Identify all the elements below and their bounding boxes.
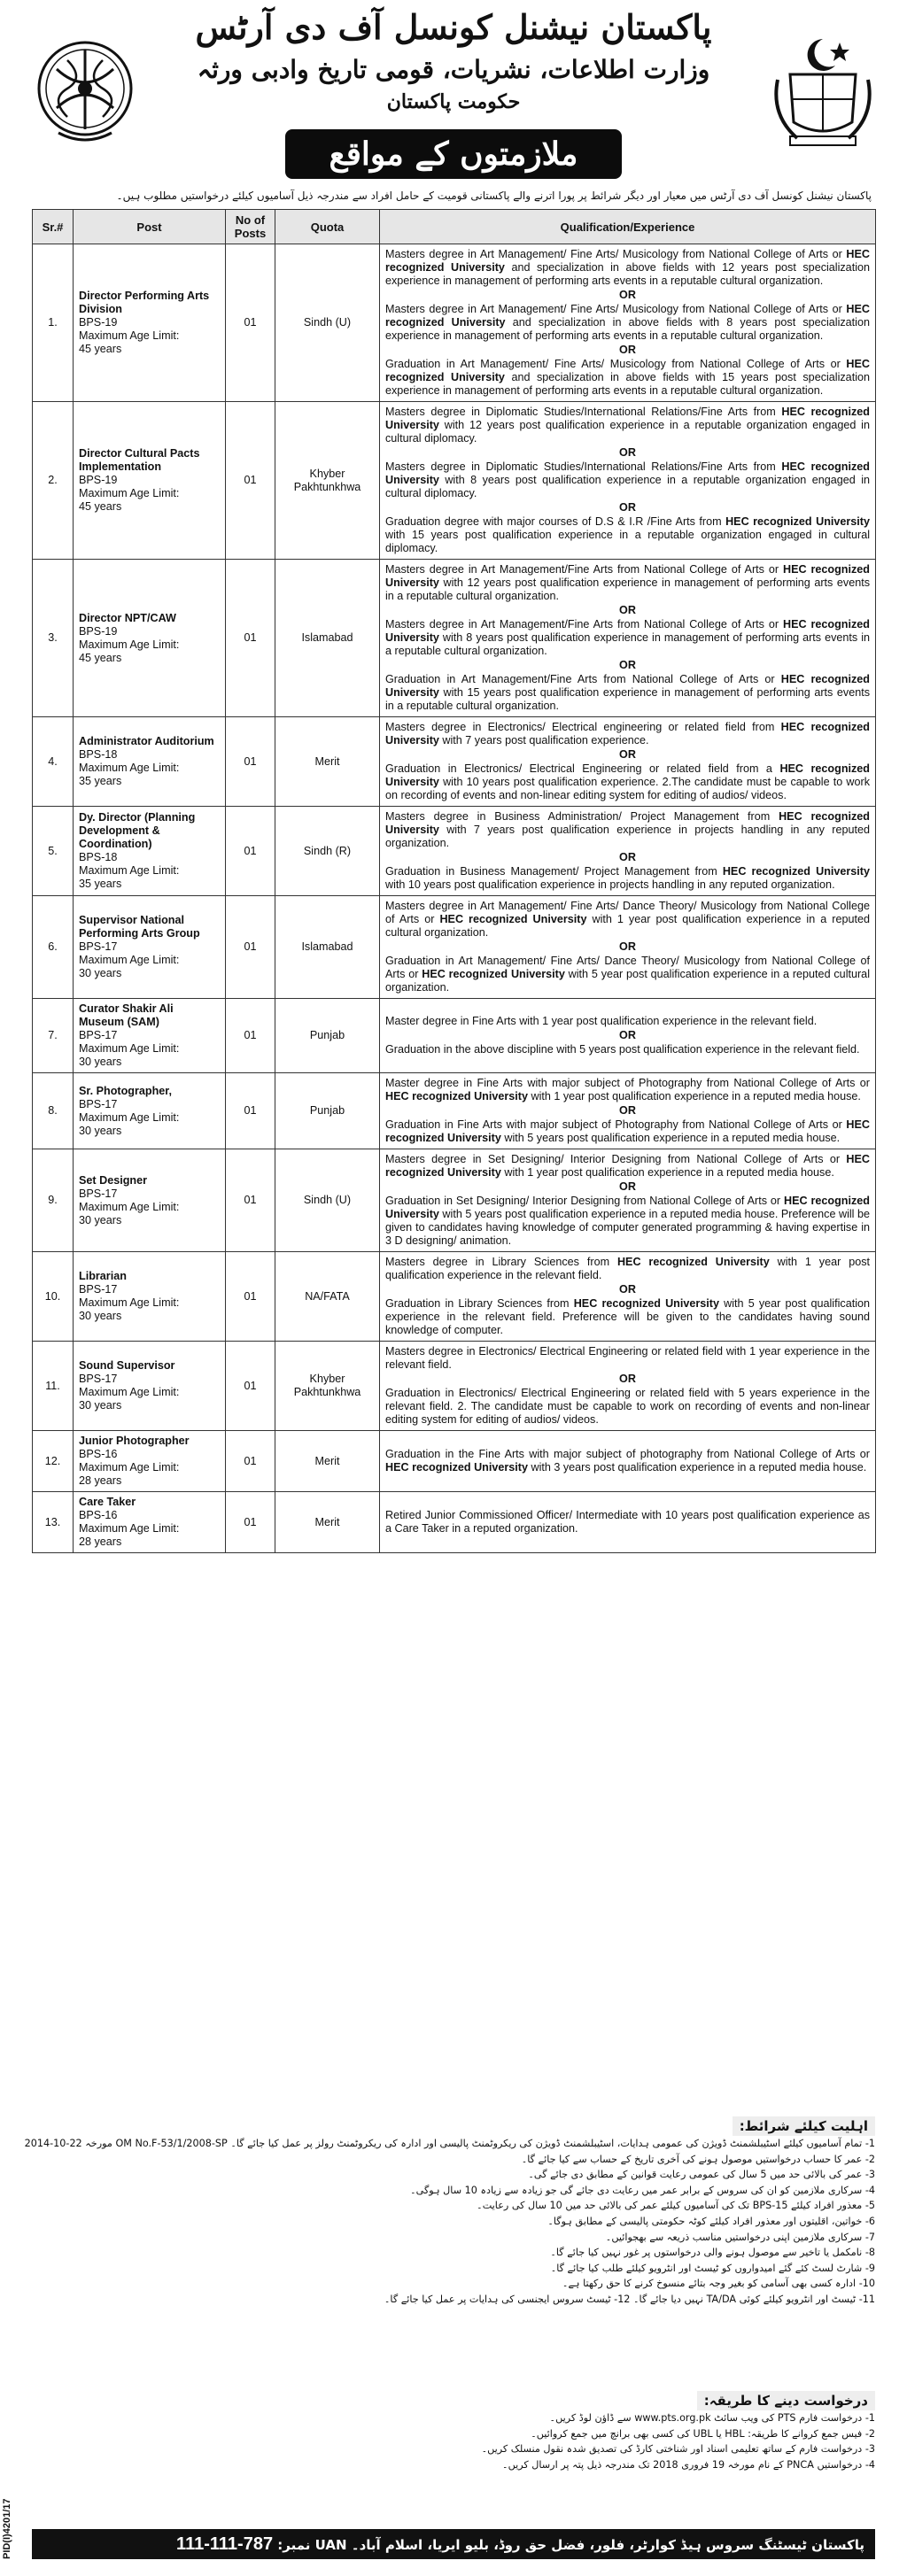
qualification-text: Masters degree in Library Sciences from [385, 1256, 617, 1268]
post-detail: 35 years [79, 775, 122, 787]
list-item: 1- درخواست فارم PTS کی ویب سائٹ www.pts.org.pk سے ڈاؤن لوڈ کریں۔ [549, 2412, 875, 2424]
or-separator: OR [619, 446, 636, 459]
row-qualification [380, 1252, 876, 1342]
qualification-text: and specialization in above fields with 8 years post specialization experience in management of performing arts events in a reputable cultural organization. [385, 316, 870, 342]
post-detail: Maximum Age Limit: [79, 864, 180, 877]
ministry-title: وزارت اطلاعات، نشریات، قومی تاریخ وادبی ورثہ [197, 55, 710, 84]
qualification-option [385, 1015, 870, 1028]
row-quota: Sindh (U) [275, 244, 380, 402]
how-to-apply-list [32, 2410, 875, 2472]
qualification-option [385, 1195, 870, 1248]
header-quota: Quota [275, 210, 380, 244]
row-quota: Merit [275, 1492, 380, 1553]
table-body [33, 244, 876, 1553]
job-opportunities-banner: ملازمتوں کے مواقع [285, 129, 622, 179]
row-post [74, 1492, 226, 1553]
hec-highlight: HEC recognized University [385, 810, 870, 836]
hec-highlight: HEC recognized University [385, 618, 870, 644]
post-title: Sound Supervisor [79, 1359, 175, 1372]
list-item: 2- عمر کا حساب درخواستیں موصول ہونے کی آخری تاریخ کے حساب سے کیا جائے گا۔ [521, 2153, 875, 2165]
post-title: Librarian [79, 1270, 127, 1282]
hec-highlight: HEC recognized University [385, 721, 870, 746]
post-detail: Maximum Age Limit: [79, 1296, 180, 1309]
qualification-option [385, 900, 870, 940]
post-detail: BPS-16 [79, 1448, 118, 1460]
post-detail: BPS-19 [79, 474, 118, 486]
qualification-option [385, 618, 870, 658]
qualification-option [385, 303, 870, 343]
qualification-text: with 1 year post qualification experience in a reputed cultural organization. [385, 913, 870, 939]
qualification-text: Graduation in Fine Arts with major subject of Photography from National College of Arts or [385, 1118, 847, 1131]
qualification-text: with 8 years post qualification experience in management of performing arts events in a reputable cultural organization. [385, 631, 870, 657]
post-detail: Maximum Age Limit: [79, 1042, 180, 1055]
post-detail: 30 years [79, 967, 122, 979]
council-title: پاکستان نیشنل کونسل آف دی آرٹس [195, 7, 712, 47]
header-post: Post [74, 210, 226, 244]
post-detail: BPS-19 [79, 316, 118, 329]
row-post [74, 1431, 226, 1492]
row-quota: Islamabad [275, 896, 380, 999]
row-post [74, 717, 226, 807]
or-separator: OR [619, 501, 636, 514]
list-item: 1- تمام آسامیوں کیلئے اسٹیبلشمنٹ ڈویژن کی عمومی ہدایات، اسٹیبلشمنٹ ڈویژن کی ریکروٹمنٹ پالیسی اور ادارہ کی ریکروٹمنٹ رولز پر عمل کیا جائے گا۔ OM No.F-53/1/2008-SP مورخہ 22-10-2014 [24, 2138, 875, 2149]
post-detail: Maximum Age Limit: [79, 762, 180, 774]
header-qualification: Qualification/Experience [380, 210, 876, 244]
hec-highlight: HEC recognized University [385, 406, 870, 431]
row-no-of-posts: 01 [226, 807, 275, 896]
post-title: Care Taker [79, 1496, 136, 1508]
row-quota: Punjab [275, 1073, 380, 1149]
post-title: Director Cultural Pacts Implementation [79, 447, 200, 473]
table-row [33, 1073, 876, 1149]
post-detail: BPS-17 [79, 1373, 118, 1385]
table-row [33, 402, 876, 560]
qualification-text: Masters degree in Set Designing/ Interior Designing from National College of Arts or [385, 1153, 847, 1165]
table-header-row [33, 210, 876, 244]
list-item: 3- درخواست فارم کے ساتھ تعلیمی اسناد اور شناختی کارڈ کی تصدیق شدہ نقول منسلک کریں۔ [481, 2443, 875, 2456]
row-quota: Khyber Pakhtunkhwa [275, 1342, 380, 1431]
row-no-of-posts: 01 [226, 896, 275, 999]
list-item: 5- معذور افراد کیلئے BPS-15 تک کی آسامیوں کیلئے عمر کی بالائی حد میں 10 سال کی رعایت۔ [477, 2200, 875, 2212]
post-title: Administrator Auditorium [79, 735, 214, 747]
post-detail: 30 years [79, 1124, 122, 1137]
post-detail: 28 years [79, 1474, 122, 1487]
table-row [33, 807, 876, 896]
qualification-text: with 5 year post qualification experience in a reputed cultural organization. [385, 968, 870, 994]
row-no-of-posts: 01 [226, 1252, 275, 1342]
or-separator: OR [619, 604, 636, 616]
post-title: Director NPT/CAW [79, 611, 176, 624]
qualification-option [385, 721, 870, 747]
qualification-text: Masters degree in Art Management/ Fine Arts/ Musicology from National College of Arts or [385, 303, 847, 315]
qualification-text: Masters degree in Diplomatic Studies/International Relations/Fine Arts from [385, 406, 782, 418]
row-sr: 1. [33, 244, 74, 402]
row-sr: 7. [33, 999, 74, 1073]
qualification-text: Graduation in Set Designing/ Interior Designing from National College of Arts or [385, 1195, 785, 1207]
header-no-of-posts: No of Posts [226, 210, 275, 244]
hec-highlight: HEC recognized University [385, 1118, 870, 1144]
row-no-of-posts: 01 [226, 402, 275, 560]
hec-highlight: HEC recognized University [385, 762, 870, 788]
hec-highlight: HEC recognized University [385, 358, 870, 383]
post-detail: 30 years [79, 1056, 122, 1068]
qualification-text: with 15 years post qualification experience in management of performing arts events in a reputable cultural organization. [385, 686, 870, 712]
row-qualification [380, 402, 876, 560]
or-separator: OR [619, 1373, 636, 1385]
row-qualification [380, 1342, 876, 1431]
qualification-option [385, 762, 870, 802]
qualification-text: Masters degree in Business Administration/ Project Management from [385, 810, 779, 823]
row-qualification [380, 896, 876, 999]
row-post [74, 1073, 226, 1149]
footer-address: پاکستان ٹیسٹنگ سروس ہیڈ کوارٹر، فلور، فضل حق روڈ، بلیو ایریا، اسلام آباد۔ UAN نمبر: [277, 2537, 864, 2553]
post-detail: BPS-17 [79, 1029, 118, 1041]
qualification-option [385, 248, 870, 288]
table-row [33, 1149, 876, 1252]
row-sr: 10. [33, 1252, 74, 1342]
hec-highlight: HEC recognized University [422, 968, 565, 980]
post-detail: 30 years [79, 1310, 122, 1322]
row-post [74, 244, 226, 402]
qualification-text: Graduation in Art Management/Fine Arts from National College of Arts or [385, 673, 781, 685]
qualification-text: Masters degree in Diplomatic Studies/International Relations/Fine Arts from [385, 460, 782, 473]
qualification-text: Masters degree in Art Management/Fine Arts from National College of Arts or [385, 618, 783, 630]
post-detail: BPS-17 [79, 1283, 118, 1296]
qualification-text: with 10 years post qualification experience in projects handling in any reputed organization. [385, 878, 835, 891]
row-sr: 2. [33, 402, 74, 560]
qualification-option [385, 673, 870, 713]
qualification-text: Master degree in Fine Arts with 1 year post qualification experience in the relevant field. [385, 1015, 818, 1027]
post-detail: 30 years [79, 1213, 122, 1226]
qualification-option [385, 1345, 870, 1372]
qualification-text: Graduation degree with major courses of D.S & I.R /Fine Arts from [385, 515, 726, 528]
post-detail: BPS-18 [79, 851, 118, 863]
qualification-option [385, 460, 870, 500]
how-to-apply-heading: درخواست دینے کا طریقہ: [697, 2391, 875, 2410]
qualification-text: Graduation in Library Sciences from [385, 1297, 574, 1310]
qualification-option [385, 406, 870, 445]
row-post [74, 896, 226, 999]
post-detail: BPS-17 [79, 1097, 118, 1110]
post-detail: 45 years [79, 651, 122, 664]
table-row [33, 244, 876, 402]
list-item: 4- درخواستیں PNCA کے نام مورخہ 19 فروری 2018 تک مندرجہ ذیل پتہ پر ارسال کریں۔ [502, 2458, 875, 2471]
how-to-apply-section [32, 2391, 875, 2472]
qualification-text: with 1 year post qualification experience in a reputed media house. [527, 1090, 861, 1102]
qualification-text: with 7 years post qualification experience in projects handling in any reputed organization. [385, 824, 870, 849]
post-detail: Maximum Age Limit: [79, 638, 180, 651]
list-item: 11- ٹیسٹ اور انٹرویو کیلئے کوئی TA/DA نہیں دیا جائے گا۔ 12- ٹیسٹ سروس ایجنسی کی ہدایات پر عمل کیا جائے گا۔ [384, 2293, 875, 2305]
qualification-text: Graduation in Art Management/ Fine Arts/ Musicology from National College of Arts or [385, 358, 847, 370]
hec-highlight: HEC recognized University [385, 1153, 870, 1179]
or-separator: OR [619, 1104, 636, 1117]
qualification-option [385, 563, 870, 603]
post-detail: BPS-19 [79, 624, 118, 638]
pnca-logo-icon [32, 34, 138, 149]
hec-highlight: HEC recognized University [385, 248, 870, 274]
or-separator: OR [619, 851, 636, 863]
or-separator: OR [619, 940, 636, 953]
qualification-text: with 10 years post qualification experience. 2.The candidate must be capable to work on recording of events and non-linear editing system for editing of audios/ videos. [385, 776, 870, 801]
qualification-text: with 15 years post qualification experience in a reputable organization engaged in cultural diplomacy. [385, 529, 870, 554]
post-detail: Maximum Age Limit: [79, 487, 180, 499]
post-detail: 30 years [79, 1399, 122, 1412]
or-separator: OR [619, 289, 636, 301]
table-row [33, 1252, 876, 1342]
government-title: حکومت پاکستان [386, 90, 521, 113]
qualification-option [385, 1256, 870, 1282]
footer-address-bar [32, 2529, 875, 2559]
eligibility-list [24, 2136, 875, 2308]
qualification-option [385, 358, 870, 398]
qualification-text: Masters degree in Art Management/ Fine Arts/ Musicology from National College of Arts or [385, 248, 847, 260]
government-emblem-icon [771, 35, 875, 149]
hec-highlight: HEC recognized University [385, 1461, 528, 1474]
eligibility-heading: اہلیت کیلئے شرائط: [733, 2116, 875, 2136]
jobs-table [32, 209, 876, 1553]
table-row [33, 1431, 876, 1492]
row-sr: 13. [33, 1492, 74, 1553]
or-separator: OR [619, 1180, 636, 1193]
row-qualification [380, 1431, 876, 1492]
post-detail: Maximum Age Limit: [79, 1522, 180, 1535]
or-separator: OR [619, 344, 636, 356]
row-qualification [380, 807, 876, 896]
pid-number: PID(I)4201/17 [2, 2498, 12, 2559]
row-post [74, 999, 226, 1073]
row-no-of-posts: 01 [226, 1073, 275, 1149]
qualification-text: Retired Junior Commissioned Officer/ Intermediate with 10 years post qualification experience as a Care Taker in a reputed organization. [385, 1509, 870, 1535]
list-item: 3- عمر کی بالائی حد میں 5 سال کی عمومی رعایت قوانین کے مطابق دی جائے گی۔ [528, 2169, 875, 2181]
post-detail: Maximum Age Limit: [79, 1386, 180, 1398]
qualification-text: with 8 years post qualification experience in a reputable organization engaged in cultural diplomacy. [385, 474, 870, 499]
qualification-option [385, 1153, 870, 1180]
row-sr: 9. [33, 1149, 74, 1252]
hec-highlight: HEC recognized University [385, 303, 870, 329]
qualification-text: Graduation in the above discipline with 5 years post qualification experience in the relevant field. [385, 1043, 860, 1056]
row-post [74, 1252, 226, 1342]
qualification-text: with 1 year post qualification experience in the relevant field. [385, 1256, 871, 1281]
hec-highlight: HEC recognized University [385, 1090, 528, 1102]
header-sr: Sr.# [33, 210, 74, 244]
row-quota: Punjab [275, 999, 380, 1073]
post-title: Sr. Photographer, [79, 1084, 172, 1097]
row-no-of-posts: 01 [226, 1342, 275, 1431]
row-sr: 8. [33, 1073, 74, 1149]
post-title: Junior Photographer [79, 1435, 190, 1447]
hec-highlight: HEC recognized University [573, 1297, 719, 1310]
row-quota: Sindh (R) [275, 807, 380, 896]
table-row [33, 1342, 876, 1431]
row-quota: Merit [275, 717, 380, 807]
qualification-option [385, 1043, 870, 1056]
qualification-text: with 7 years post qualification experience. [438, 734, 649, 746]
header [0, 0, 907, 186]
qualification-option [385, 955, 870, 994]
qualification-option [385, 1448, 870, 1474]
row-qualification [380, 999, 876, 1073]
qualification-text: with 12 years post qualification experience in management of performing arts events in a reputable cultural organization. [385, 576, 870, 602]
list-item: 4- سرکاری ملازمین کو ان کی سروس کے برابر عمر میں رعایت دی جائے گی جو زیادہ سے زیادہ 10 سال ہوگی۔ [410, 2184, 875, 2196]
table-row [33, 999, 876, 1073]
post-title: Director Performing Arts Division [79, 290, 210, 315]
qualification-text: Masters degree in Art Management/ Fine Arts/ Dance Theory/ Musicology from National College of Arts or [385, 900, 870, 925]
row-sr: 11. [33, 1342, 74, 1431]
qualification-text: Masters degree in Electronics/ Electrical Engineering or related field with 1 year experience in the relevant field. [385, 1345, 870, 1371]
hec-highlight: HEC recognized University [385, 563, 870, 589]
list-item: 8- نامکمل یا تاخیر سے موصول ہونے والی درخواستوں پر غور نہیں کیا جائے گا۔ [550, 2247, 875, 2259]
row-qualification [380, 1073, 876, 1149]
qualification-text: Graduation in Art Management/ Fine Arts/ Dance Theory/ Musicology from National College of Arts or [385, 955, 870, 980]
row-no-of-posts: 01 [226, 999, 275, 1073]
qualification-text: with 3 years post qualification experience in a reputed media house. [527, 1461, 867, 1474]
row-qualification [380, 717, 876, 807]
qualification-text: Graduation in the Fine Arts with major subject of photography from National College of Arts or [385, 1448, 870, 1460]
row-post [74, 560, 226, 717]
post-detail: 35 years [79, 878, 122, 890]
footer-phone: 111-111-787 [176, 2534, 274, 2554]
post-detail: Maximum Age Limit: [79, 1200, 180, 1213]
qualification-text: with 1 year post qualification experience in a reputed media house. [500, 1166, 834, 1179]
hec-highlight: HEC recognized University [385, 460, 870, 486]
post-detail: BPS-18 [79, 748, 118, 761]
hec-highlight: HEC recognized University [439, 913, 587, 925]
hec-highlight: HEC recognized University [725, 515, 870, 528]
table-row [33, 1492, 876, 1553]
or-separator: OR [619, 1029, 636, 1041]
post-title: Set Designer [79, 1173, 147, 1187]
row-sr: 4. [33, 717, 74, 807]
list-item: 6- خواتین، اقلیتوں اور معذور افراد کیلئے کوٹہ حکومتی پالیسی کے مطابق ہوگا۔ [547, 2215, 875, 2227]
qualification-text: with 12 years post qualification experience in a reputable organization engaged in cultural diplomacy. [385, 419, 870, 445]
row-sr: 5. [33, 807, 74, 896]
row-sr: 6. [33, 896, 74, 999]
row-quota: Khyber Pakhtunkhwa [275, 402, 380, 560]
row-quota: Sindh (U) [275, 1149, 380, 1252]
row-no-of-posts: 01 [226, 1149, 275, 1252]
qualification-text: with 5 year post qualification experience in the relevant field. Preference will be given to the candidates having sound knowledge of computer. [385, 1297, 871, 1336]
row-quota: Islamabad [275, 560, 380, 717]
row-sr: 3. [33, 560, 74, 717]
hec-highlight: HEC recognized University [385, 673, 870, 699]
post-detail: Maximum Age Limit: [79, 954, 180, 966]
qualification-option [385, 1509, 870, 1536]
or-separator: OR [619, 1283, 636, 1296]
qualification-option [385, 515, 870, 555]
post-detail: 45 years [79, 343, 122, 355]
post-detail: Maximum Age Limit: [79, 329, 180, 342]
post-detail: BPS-17 [79, 940, 118, 953]
row-sr: 12. [33, 1431, 74, 1492]
post-detail: 45 years [79, 500, 122, 513]
row-no-of-posts: 01 [226, 717, 275, 807]
post-title: Dy. Director (Planning Development & Coordination) [79, 811, 196, 850]
post-title: Supervisor National Performing Arts Group [79, 914, 200, 940]
post-title: Curator Shakir Ali Museum (SAM) [79, 1002, 174, 1028]
post-detail: Maximum Age Limit: [79, 1461, 180, 1474]
row-qualification [380, 560, 876, 717]
hec-highlight: HEC recognized University [385, 1195, 870, 1220]
qualification-text: and specialization in above fields with 12 years post specialization experience in management of performing arts events in a reputable cultural organization. [385, 261, 870, 287]
qualification-text: Master degree in Fine Arts with major subject of Photography from National College of Arts or [385, 1077, 870, 1089]
qualification-option [385, 1118, 870, 1145]
row-qualification [380, 244, 876, 402]
qualification-text: Graduation in Business Management/ Project Management from [385, 865, 723, 878]
qualification-text: Graduation in Electronics/ Electrical Engineering or related field with 5 years experience in the relevant field. 2. The candidate must be capable to work on recording of events and non-linear editing system for editing of audios/ videos. [385, 1387, 870, 1426]
row-quota: Merit [275, 1431, 380, 1492]
list-item: 7- سرکاری ملازمین اپنی درخواستیں مناسب ذریعہ سے بھجوائیں۔ [605, 2231, 875, 2243]
row-post [74, 1342, 226, 1431]
qualification-option [385, 1077, 870, 1103]
table-row [33, 560, 876, 717]
qualification-text: with 5 years post qualification experience in a reputed media house. Preference will be given to candidates having knowledge of computer generated programming & having expertise in 3 D designing/ animation. [385, 1208, 870, 1247]
qualification-text: Masters degree in Electronics/ Electrical engineering or related field from [385, 721, 781, 733]
row-quota: NA/FATA [275, 1252, 380, 1342]
hec-highlight: HEC recognized University [616, 1256, 770, 1268]
post-detail: BPS-16 [79, 1509, 118, 1521]
row-post [74, 402, 226, 560]
eligibility-section [24, 2116, 875, 2308]
qualification-text: Graduation in Electronics/ Electrical Engineering or related field from a [385, 762, 780, 775]
or-separator: OR [619, 659, 636, 671]
list-item: 10- ادارہ کسی بھی آسامی کو بغیر وجہ بتائے منسوخ کرنے کا حق رکھتا ہے۔ [562, 2278, 875, 2290]
row-no-of-posts: 01 [226, 1431, 275, 1492]
list-item: 2- فیس جمع کروانے کا طریقہ: HBL یا UBL کی کسی بھی برانچ میں جمع کروائیں۔ [531, 2427, 875, 2440]
qualification-option [385, 1297, 870, 1337]
qualification-option [385, 1387, 870, 1427]
row-no-of-posts: 01 [226, 560, 275, 717]
qualification-option [385, 865, 870, 892]
qualification-text: and specialization in above fields with 15 years post specialization experience in management of performing arts events in a reputable cultural organization. [385, 371, 870, 397]
row-qualification [380, 1492, 876, 1553]
table-row [33, 896, 876, 999]
qualification-option [385, 810, 870, 850]
qualification-text: Masters degree in Art Management/Fine Arts from National College of Arts or [385, 563, 783, 576]
row-post [74, 807, 226, 896]
post-detail: 28 years [79, 1536, 122, 1548]
table-row [33, 717, 876, 807]
row-no-of-posts: 01 [226, 244, 275, 402]
row-no-of-posts: 01 [226, 1492, 275, 1553]
hec-highlight: HEC recognized University [722, 865, 870, 878]
row-post [74, 1149, 226, 1252]
intro-text: پاکستان نیشنل کونسل آف دی آرٹس میں معیار اور دیگر شرائط پر پورا اترنے والے پاکستانی قومیت کے حامل افراد سے مندرجہ ذیل آسامیوں کیلئے درخواستیں مطلوب ہیں۔ [116, 190, 872, 202]
or-separator: OR [619, 748, 636, 761]
post-detail: BPS-17 [79, 1187, 118, 1200]
list-item: 9- شارٹ لسٹ کئے گئے امیدواروں کو ٹیسٹ اور انٹرویو کیلئے طلب کیا جائے گا۔ [550, 2262, 875, 2274]
qualification-text: with 5 years post qualification experience in a reputed media house. [500, 1132, 841, 1144]
post-detail: Maximum Age Limit: [79, 1110, 180, 1124]
row-qualification [380, 1149, 876, 1252]
